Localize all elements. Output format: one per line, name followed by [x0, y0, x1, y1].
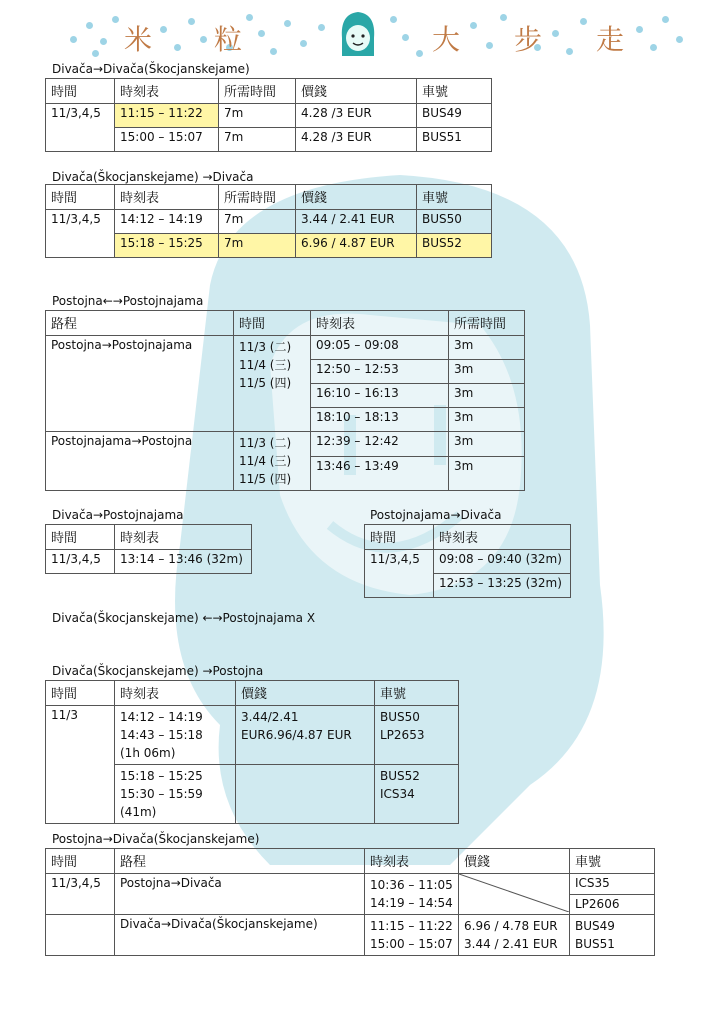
price-cell: 6.96 / 4.87 EUR [296, 234, 417, 258]
col-header: 所需時間 [449, 311, 525, 336]
time-cell: 18:10 – 18:13 [311, 408, 449, 432]
col-header: 時刻表 [115, 681, 236, 706]
section-6-title: Divača(Škocjanskejame) ←→Postojnajama X [52, 611, 316, 625]
col-header: 車號 [417, 79, 492, 104]
time-line: 15:00 – 15:07 [370, 937, 453, 951]
bus-line: BUS50 [380, 710, 420, 724]
day-item: 11/5 (四) [239, 472, 292, 486]
time-cell: 15:18 – 15:25 [115, 234, 219, 258]
bus-cell [375, 765, 459, 824]
section-1-table [45, 78, 492, 152]
date-cell: 11/3,4,5 [46, 104, 115, 152]
bus-line: BUS49 [575, 919, 615, 933]
price-cell [459, 915, 570, 956]
banner-char-5: 走 [596, 23, 627, 56]
col-header: 時間 [46, 525, 115, 550]
col-header: 車號 [417, 185, 492, 210]
col-header: 價錢 [236, 681, 375, 706]
duration-cell: 3m [449, 432, 525, 457]
days-cell [234, 432, 311, 491]
price-line: 6.96 / 4.78 EUR [464, 919, 558, 933]
col-header: 所需時間 [219, 79, 296, 104]
col-header: 車號 [375, 681, 459, 706]
section-5-title: Postojnajama→Divača [370, 508, 502, 522]
duration-cell: 7m [219, 104, 296, 128]
time-line: (41m) [120, 805, 157, 819]
time-cell [365, 915, 459, 956]
col-header: 時刻表 [115, 79, 219, 104]
section-7-table [45, 680, 459, 824]
col-header: 價錢 [459, 849, 570, 874]
price-line: EUR6.96/4.87 EUR [241, 728, 352, 742]
bus-cell: BUS52 [417, 234, 492, 258]
bus-line: ICS34 [380, 787, 415, 801]
date-cell: 11/3,4,5 [46, 874, 115, 915]
price-cell [236, 765, 375, 824]
duration-cell: 3m [449, 336, 525, 360]
time-cell: 11:15 – 11:22 [115, 104, 219, 128]
date-cell: 11/3,4,5 [46, 550, 115, 574]
time-cell: 09:05 – 09:08 [311, 336, 449, 360]
route-cell: Divača→Divača(Škocjanskejame) [115, 915, 365, 956]
time-cell: 09:08 – 09:40 (32m) [434, 550, 571, 574]
time-line: 14:19 – 14:54 [370, 896, 453, 910]
section-3-title: Postojna←→Postojnajama [52, 294, 204, 308]
section-1-title: Divača→Divača(Škocjanskejame) [52, 62, 250, 76]
duration-cell: 7m [219, 128, 296, 152]
time-cell: 16:10 – 16:13 [311, 384, 449, 408]
time-line: 14:12 – 14:19 [120, 710, 203, 724]
date-cell: 11/3 [46, 706, 115, 824]
route-cell: Postojna→Postojnajama [46, 336, 234, 432]
price-line: 3.44 / 2.41 EUR [464, 937, 558, 951]
col-header: 時間 [234, 311, 311, 336]
col-header: 時間 [46, 681, 115, 706]
col-header: 路程 [115, 849, 365, 874]
section-5-table [364, 524, 571, 598]
header-banner [0, 0, 723, 62]
time-line: 11:15 – 11:22 [370, 919, 453, 933]
time-cell: 13:14 – 13:46 (32m) [115, 550, 252, 574]
section-3-table [45, 310, 525, 491]
section-8-table [45, 848, 655, 956]
col-header: 所需時間 [219, 185, 296, 210]
bus-cell: BUS50 [417, 210, 492, 234]
col-header: 時刻表 [434, 525, 571, 550]
bus-cell: BUS49 [417, 104, 492, 128]
day-item: 11/3 (二) [239, 436, 292, 450]
duration-cell: 7m [219, 234, 296, 258]
col-header: 時刻表 [115, 185, 219, 210]
col-header: 時間 [46, 185, 115, 210]
section-8-title: Postojna→Divača(Škocjanskejame) [52, 832, 260, 846]
time-cell: 13:46 – 13:49 [311, 456, 449, 490]
col-header: 時刻表 [115, 525, 252, 550]
section-4-title: Divača→Postojnajama [52, 508, 184, 522]
banner-char-3: 大 [432, 23, 463, 56]
time-cell [365, 874, 459, 915]
day-item: 11/4 (三) [239, 454, 292, 468]
route-cell: Postojna→Divača [115, 874, 365, 915]
col-header: 時刻表 [365, 849, 459, 874]
time-cell: 15:00 – 15:07 [115, 128, 219, 152]
section-2-title: Divača(Škocjanskejame) →Divača [52, 170, 254, 184]
col-header: 路程 [46, 311, 234, 336]
section-2-table [45, 184, 492, 258]
time-line: (1h 06m) [120, 746, 176, 760]
price-cell-empty [459, 874, 570, 915]
time-line: 14:43 – 15:18 [120, 728, 203, 742]
col-header: 價錢 [296, 79, 417, 104]
time-cell: 14:12 – 14:19 [115, 210, 219, 234]
days-cell [234, 336, 311, 432]
banner-char-4: 步 [514, 23, 545, 56]
date-cell: 11/3,4,5 [365, 550, 434, 598]
col-header: 時刻表 [311, 311, 449, 336]
duration-cell: 7m [219, 210, 296, 234]
route-cell: Postojnajama→Postojna [46, 432, 234, 491]
date-cell: 11/3,4,5 [46, 210, 115, 258]
time-line: 15:30 – 15:59 [120, 787, 203, 801]
time-line: 10:36 – 11:05 [370, 878, 453, 892]
price-cell: 4.28 /3 EUR [296, 104, 417, 128]
section-4-table [45, 524, 252, 574]
duration-cell: 3m [449, 384, 525, 408]
time-cell [115, 765, 236, 824]
col-header: 車號 [570, 849, 655, 874]
banner-char-2: 粒 [214, 23, 245, 56]
time-cell: 12:53 – 13:25 (32m) [434, 574, 571, 598]
bus-line: LP2653 [380, 728, 425, 742]
bus-line: BUS52 [380, 769, 420, 783]
col-header: 時間 [365, 525, 434, 550]
day-item: 11/5 (四) [239, 376, 292, 390]
time-cell [115, 706, 236, 765]
duration-cell: 3m [449, 408, 525, 432]
duration-cell: 3m [449, 456, 525, 490]
bus-cell: LP2606 [570, 894, 655, 915]
bus-line: BUS51 [575, 937, 615, 951]
time-line: 15:18 – 15:25 [120, 769, 203, 783]
diagonal-line [459, 874, 569, 912]
day-item: 11/4 (三) [239, 358, 292, 372]
section-7-title: Divača(Škocjanskejame) →Postojna [52, 664, 264, 678]
time-cell: 12:39 – 12:42 [311, 432, 449, 457]
banner-char-1: 米 [124, 23, 155, 56]
price-cell: 4.28 /3 EUR [296, 128, 417, 152]
bus-cell: ICS35 [570, 874, 655, 895]
price-cell: 3.44 / 2.41 EUR [296, 210, 417, 234]
col-header: 價錢 [296, 185, 417, 210]
bus-cell: BUS51 [417, 128, 492, 152]
price-cell [236, 706, 375, 765]
time-cell: 12:50 – 12:53 [311, 360, 449, 384]
col-header: 時間 [46, 849, 115, 874]
col-header: 時間 [46, 79, 115, 104]
duration-cell: 3m [449, 360, 525, 384]
girl-avatar-icon [336, 8, 380, 62]
day-item: 11/3 (二) [239, 340, 292, 354]
bus-cell [570, 915, 655, 956]
price-line: 3.44/2.41 [241, 710, 299, 724]
bus-cell [375, 706, 459, 765]
date-cell-empty [46, 915, 115, 956]
